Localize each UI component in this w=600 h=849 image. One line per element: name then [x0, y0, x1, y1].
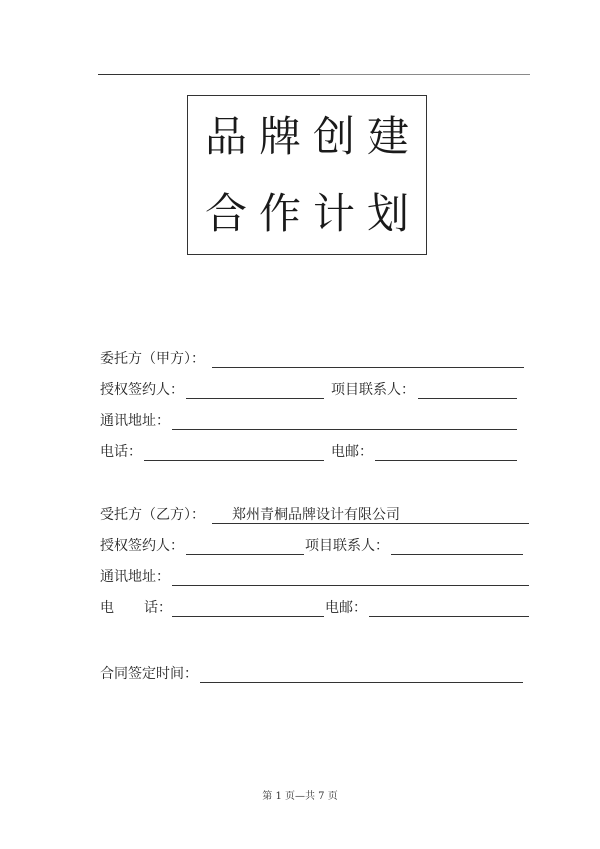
party-b-client-value: 郑州青桐品牌设计有限公司 — [232, 507, 400, 523]
party-a-contact-field[interactable] — [418, 398, 517, 399]
party-a-signer-label: 授权签约人： — [100, 382, 184, 398]
party-b-email-label: 电邮： — [325, 600, 367, 616]
party-b-contact-label: 项目联系人： — [305, 538, 389, 554]
party-b-phone-label-1: 电 — [100, 600, 114, 616]
party-b-address-field[interactable] — [172, 585, 529, 586]
party-a-phone-label: 电话： — [100, 444, 142, 460]
party-b-contact-field[interactable] — [391, 554, 523, 555]
party-a-email-field[interactable] — [375, 460, 517, 461]
party-a-client-label: 委托方（甲方）： — [100, 351, 205, 367]
party-a-client-field[interactable] — [212, 367, 524, 368]
party-a-address-label: 通讯地址： — [100, 413, 170, 429]
party-b-email-field[interactable] — [369, 616, 529, 617]
header-rule — [98, 74, 530, 75]
party-a-email-label: 电邮： — [331, 444, 373, 460]
party-b-signer-label: 授权签约人： — [100, 538, 184, 554]
page-number: 第 1 页—共 7 页 — [262, 791, 338, 802]
party-b-signer-field[interactable] — [186, 554, 304, 555]
signing-date-label: 合同签定时间： — [100, 666, 198, 682]
party-b-phone-field[interactable] — [172, 616, 324, 617]
party-a-phone-field[interactable] — [144, 460, 324, 461]
party-a-contact-label: 项目联系人： — [331, 382, 415, 398]
party-a-signer-field[interactable] — [186, 398, 324, 399]
party-b-address-label: 通讯地址： — [100, 569, 170, 585]
title-line-1: 品牌创建 — [204, 112, 421, 161]
party-a-address-field[interactable] — [172, 429, 517, 430]
party-b-client-label: 受托方（乙方）： — [100, 507, 205, 523]
title-box — [187, 95, 427, 255]
signing-date-field[interactable] — [200, 682, 523, 683]
header-rule-accent — [98, 74, 320, 75]
title-line-2: 合作计划 — [204, 189, 421, 238]
party-b-phone-label-2: 话： — [144, 600, 172, 616]
party-b-client-field[interactable] — [212, 523, 529, 524]
